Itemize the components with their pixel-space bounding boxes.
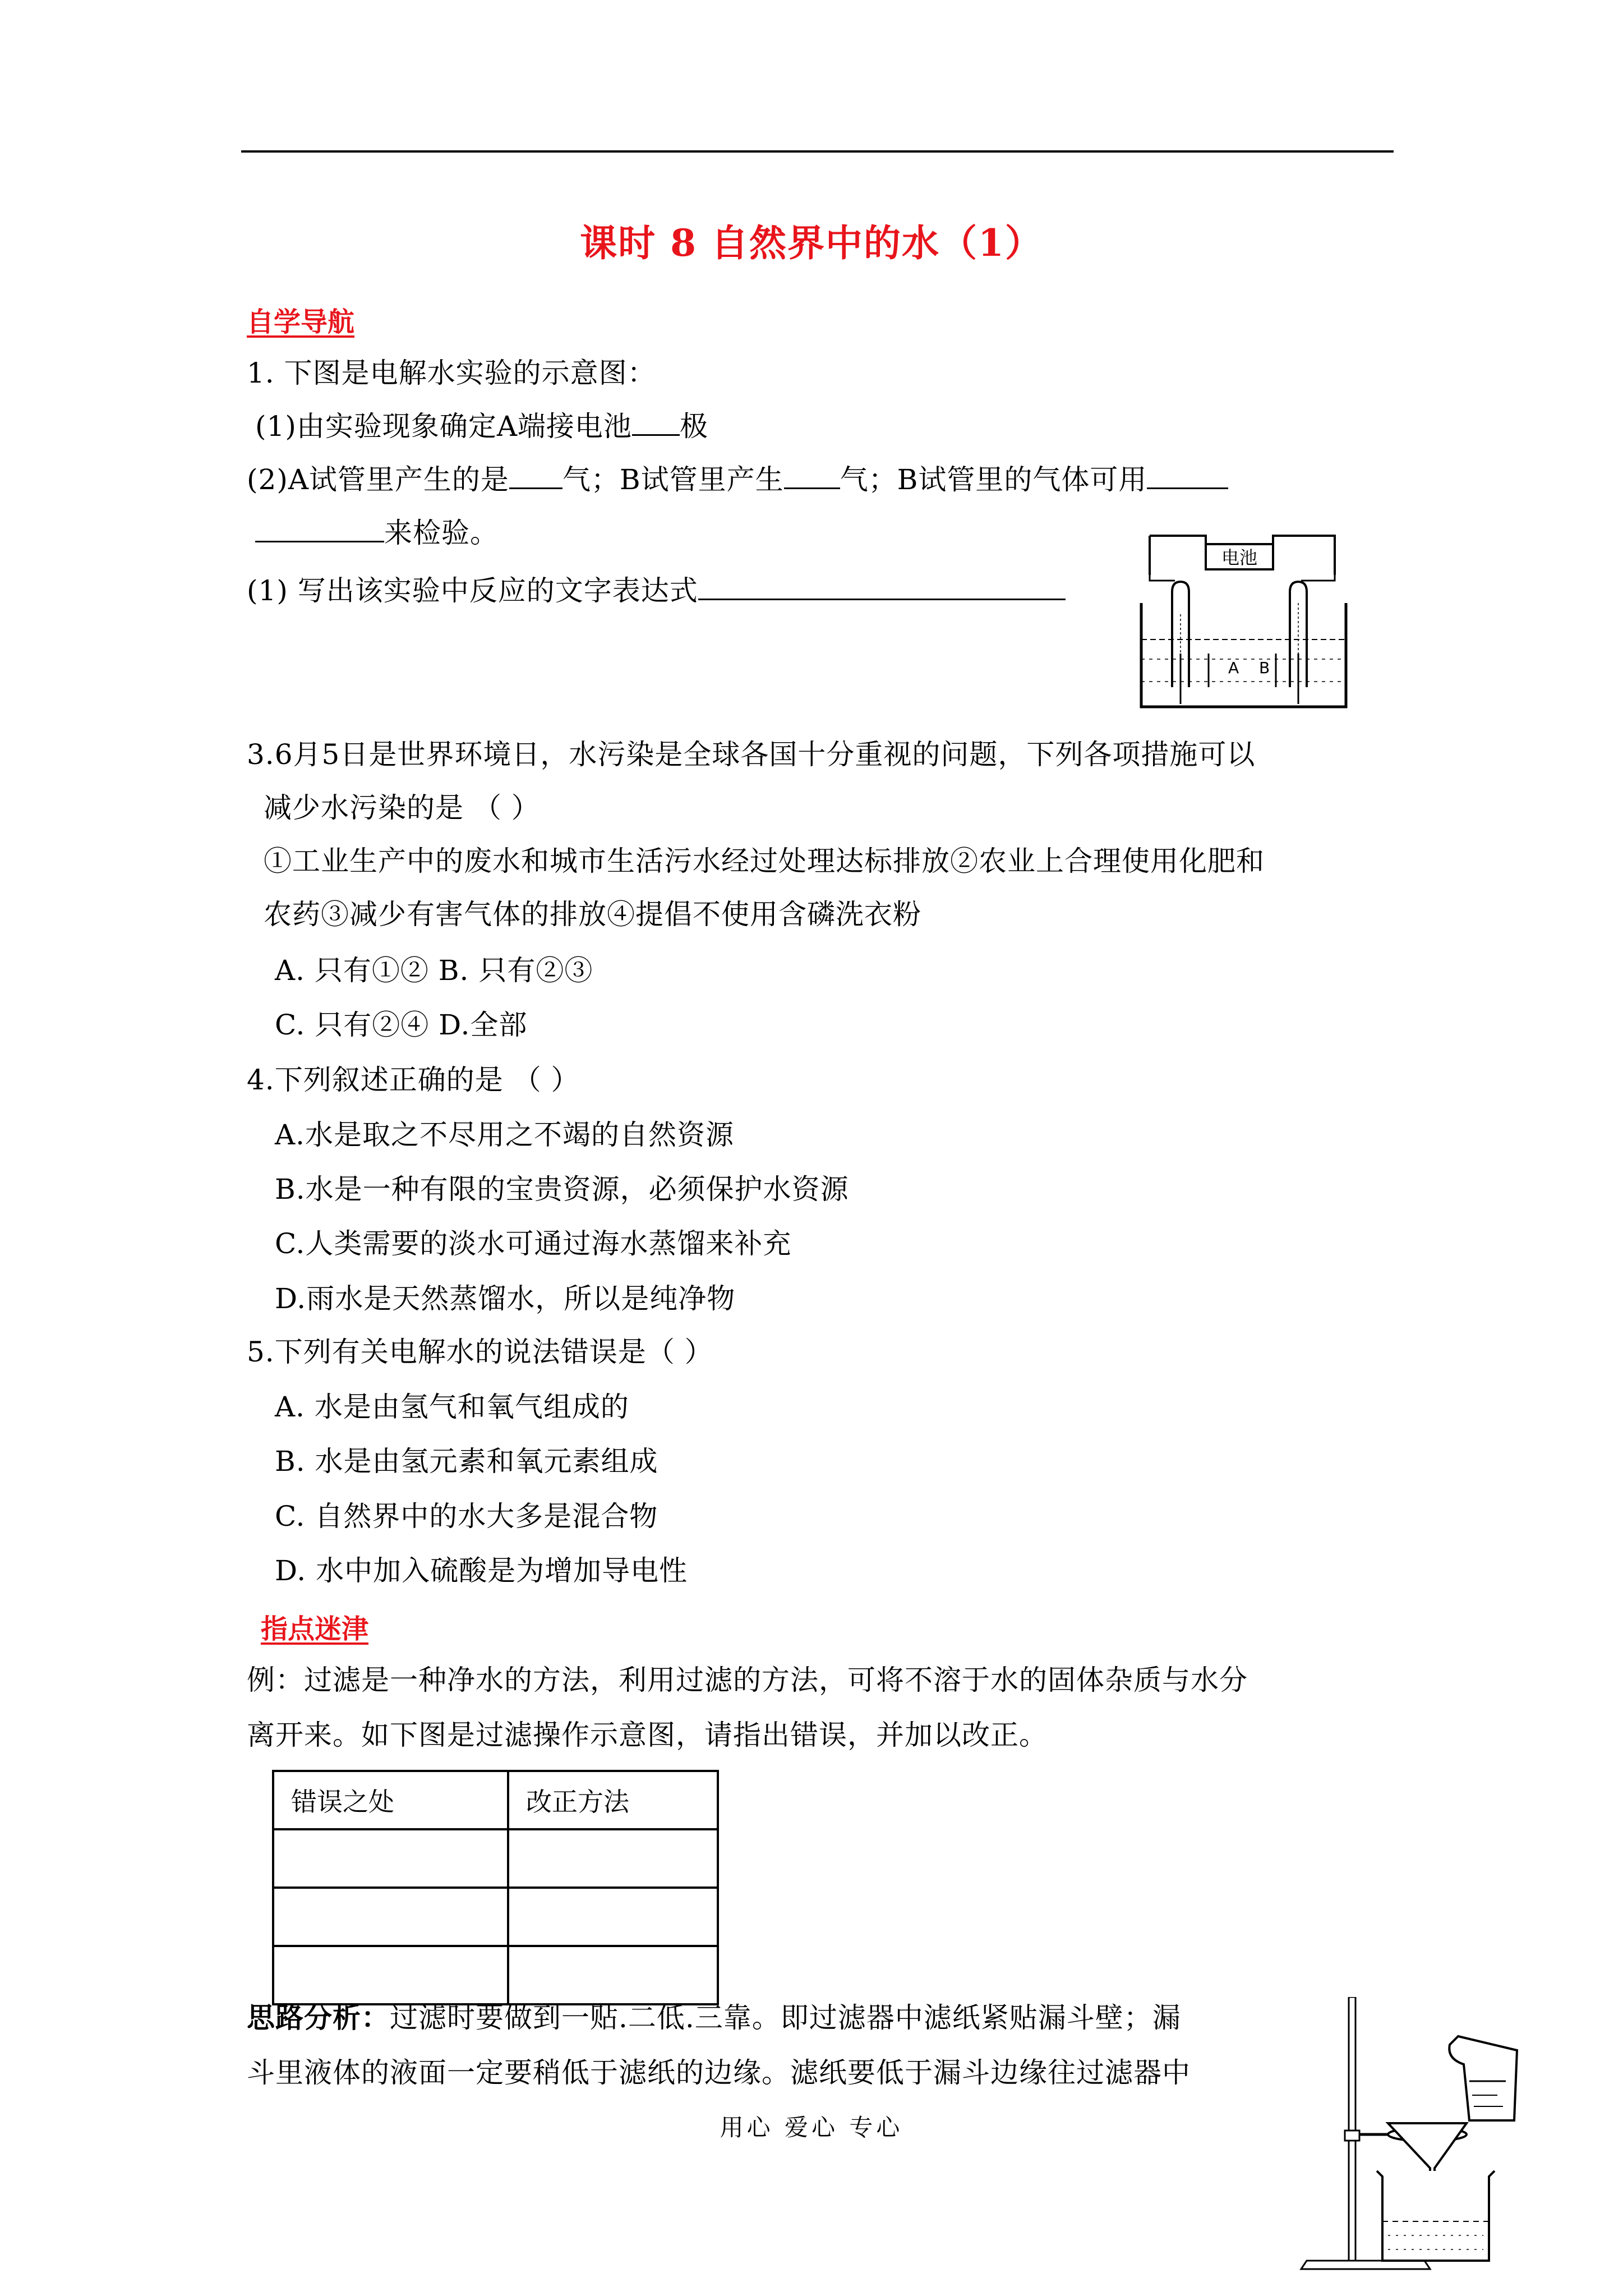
electrolysis-diagram — [1133, 519, 1352, 710]
q3-options-row2: C. 只有②④ D.全部 — [275, 1009, 528, 1041]
q1-part2 — [247, 460, 1228, 499]
q1-part2-b: 气；B试管里产生 — [562, 463, 784, 496]
battery-label: 电池 — [1221, 547, 1258, 568]
tube-a-label: A — [1228, 659, 1239, 677]
answer-blank[interactable] — [1147, 463, 1228, 489]
table-cell[interactable] — [273, 1888, 508, 1946]
analysis-line2: 斗里液体的液面一定要稍低于滤纸的边缘。滤纸要低于漏斗边缘往过滤器中 — [247, 2056, 1191, 2089]
table-header-row — [273, 1771, 718, 1829]
page-footer: 用心 爱心 专心 — [720, 2114, 903, 2141]
error-correction-table — [272, 1770, 719, 2005]
analysis-label: 思路分析： — [247, 2001, 390, 2034]
answer-blank[interactable] — [698, 574, 1066, 600]
q3-stem-line1: 3.6月5日是世界环境日，水污染是全球各国十分重视的问题，下列各项措施可以 — [247, 738, 1256, 771]
table-cell[interactable] — [273, 1829, 508, 1888]
q4-option-a: A.水是取之不尽用之不竭的自然资源 — [275, 1119, 735, 1151]
table-header-cell: 改正方法 — [508, 1771, 718, 1829]
header-rule — [241, 150, 1394, 153]
q1-part3-text: (1) 写出该实验中反应的文字表达式 — [247, 574, 698, 607]
q1-part2-continued — [255, 513, 499, 553]
q3-stem-line2: 减少水污染的是 （ ） — [264, 792, 540, 824]
example-line1: 例：过滤是一种净水的方法，利用过滤的方法，可将不溶于水的固体杂质与水分 — [247, 1664, 1248, 1696]
q5-option-d: D. 水中加入硫酸是为增加导电性 — [275, 1554, 688, 1587]
answer-blank[interactable] — [509, 463, 562, 489]
q4-option-c: C.人类需要的淡水可通过海水蒸馏来补充 — [275, 1227, 792, 1260]
tube-b-label: B — [1259, 659, 1270, 677]
q1-part2-c: 气；B试管里的气体可用 — [840, 463, 1147, 496]
example-line2: 离开来。如下图是过滤操作示意图，请指出错误，并加以改正。 — [247, 1719, 1048, 1751]
table-cell[interactable] — [273, 1946, 508, 2004]
q5-option-b: B. 水是由氢元素和氧元素组成 — [275, 1445, 658, 1478]
q5-option-a: A. 水是由氢气和氧气组成的 — [275, 1391, 629, 1423]
section-self-study: 自学导航 — [247, 306, 355, 338]
q5-stem: 5.下列有关电解水的说法错误是（ ） — [247, 1336, 713, 1368]
table-header-cell: 错误之处 — [273, 1771, 508, 1829]
q1-part3 — [247, 571, 1066, 610]
section-guide: 指点迷津 — [261, 1613, 369, 1645]
answer-blank[interactable] — [255, 516, 384, 542]
q4-stem: 4.下列叙述正确的是 （ ） — [247, 1064, 580, 1096]
q5-option-c: C. 自然界中的水大多是混合物 — [275, 1500, 658, 1533]
q1-part1 — [255, 407, 708, 446]
q4-option-b: B.水是一种有限的宝贵资源，必须保护水资源 — [275, 1173, 849, 1205]
table-row — [273, 1829, 718, 1888]
analysis-line1 — [247, 1998, 1181, 2037]
answer-blank[interactable] — [784, 463, 840, 489]
page-title: 课时 8 自然界中的水（1） — [580, 221, 1043, 265]
q1-part1-suffix: 极 — [679, 410, 708, 443]
q1-part2-a: (2)A试管里产生的是 — [247, 463, 509, 496]
table-row — [273, 1888, 718, 1946]
q1-intro: 1. 下图是电解水实验的示意图： — [247, 357, 656, 389]
table-cell[interactable] — [508, 1888, 718, 1946]
q1-part2-tail: 来检验。 — [384, 517, 499, 549]
q1-part1-text: (1)由实验现象确定A端接电池 — [255, 410, 632, 443]
q3-options-row1: A. 只有①② B. 只有②③ — [275, 954, 593, 987]
q4-option-d: D.雨水是天然蒸馏水，所以是纯净物 — [275, 1282, 736, 1315]
q3-detail-line1: ①工业生产中的废水和城市生活污水经过处理达标排放②农业上合理使用化肥和 — [264, 845, 1265, 877]
table-cell[interactable] — [508, 1946, 718, 2004]
table-cell[interactable] — [508, 1829, 718, 1888]
answer-blank[interactable] — [632, 409, 680, 436]
table-row — [273, 1946, 718, 2004]
analysis-text: 过滤时要做到一贴.二低.三靠。即过滤器中滤纸紧贴漏斗壁；漏 — [390, 2001, 1181, 2034]
q3-detail-line2: 农药③减少有害气体的排放④提倡不使用含磷洗衣粉 — [264, 898, 921, 931]
